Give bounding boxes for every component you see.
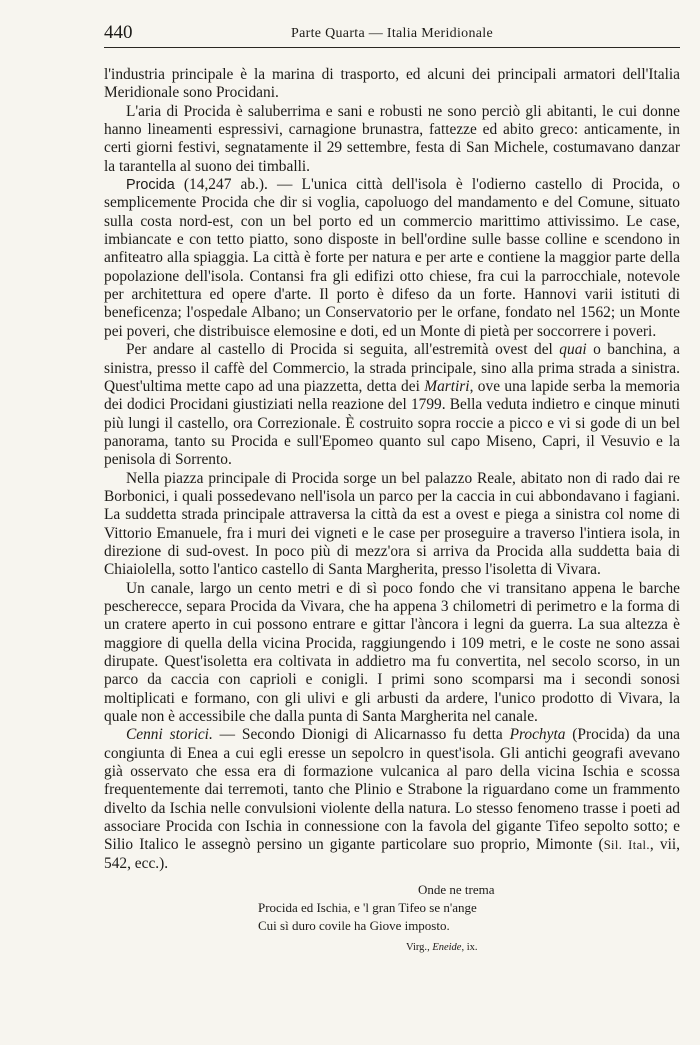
paragraph-palace <box>104 470 680 580</box>
italic-term-quai: quai <box>559 341 587 359</box>
page-header <box>104 20 680 46</box>
paragraph-text: L'aria di Procida è saluberrima e sani e robusti ne sono perciò gli abitanti, le cui donne hanno lineamenti espressivi, carnagione brunastra, fattezze ed abito greco: anticamente, in certi giorni festivi, segnatamente il 29 settembre, festa di San Michele, costumavano danzar la tarantella al suono dei timballi. <box>104 102 680 175</box>
verse-quotation <box>104 881 680 957</box>
section-label-history: Cenni storici. <box>126 726 213 744</box>
citation-work: Eneide <box>432 942 462 954</box>
italic-term-martiri: Martiri <box>424 377 470 395</box>
citation-book: ix. <box>466 942 478 954</box>
paragraph-text: Nella piazza principale di Procida sorge un bel palazzo Reale, abitato non di rado dai re Borbonici, i quali possedevano nell'isola un parco per la caccia in cui abbondavano i fagiani. La suddetta strada principale attraversa la città da est a ovest e piega a sinistra col nome di Vittorio Emanuele, fra i muri dei vigneti e le case per proseguire a traverso l'intiera isola, in direzione di sud-ovest. In poco più di mezz'ora si arriva da Procida alla suddetta baia di Chiaiolella, sotto l'antico castello di Santa Margherita, presso l'isoletta di Vivara. <box>104 469 680 579</box>
paragraph-text: (14,247 ab.). — L'unica città dell'isola è l'odierno castello di Procida, o semplicemente Procida che dir si voglia, capoluogo del mandamento e del Comune, situato sulla costa nord-est, con un bel porto ed un commercio marittimo attivissimo. Le case, imbiancate e con tetto piatto, sono disposte in bell'ordine sulle basse colline e scendono in anfiteatro alla spiaggia. La città è forte per natura e per arte e contiene la maggior parte della popolazione dell'isola. Contansi fra gli edifizi otto chiese, fra cui la parrocchiale, notevole per architettura ed opere d'arte. Il porto è difeso da un forte. Hannovi varii istituti di beneficenza; l'ospedale Albano; un Conservatorio per le orfane, fondato nel 1562; un Monte pei poveri, che distribuisce elemosine e doti, ed un Monte di pietà per soccorrere i poveri. <box>104 176 680 340</box>
paragraph-text: l'industria principale è la marina di trasporto, ed alcuni dei principali armatori dell'Italia Meridionale sono Procidani. <box>104 66 680 102</box>
header-rule <box>104 47 680 48</box>
paragraph-text: Un canale, largo un cento metri e di sì poco fondo che vi transitano appena le barche pescherecce, separa Procida da Vivara, che ha appena 3 chilometri di perimetro e la forma di un cratere aperto in cui possono entrare e gittar l'àncora i legni da guerra. La sua altezza è maggiore di quella della vicina Procida, raggiungendo i 109 metri, e le coste ne sono assai dirupate. Quest'isoletta era coltivata in addietro ma fu convertita, nel secolo scorso, in un parco da caccia con caprioli e conigli. I primi sono scomparsi ma i secondi sonosi moltiplicati e formano, con gli ulivi e gli arbusti da ardere, l'unico prodotto di Vivara, la quale non è accessibile che dalla punta di Santa Margherita nel canale. <box>104 579 680 726</box>
paragraph-text: o banchina, a sinistra, presso il caffè del Commercio, la strada principale, sino alla prima strada a sinistra. Quest'ultima mette capo ad una piazzetta, detta dei <box>104 341 680 395</box>
page-body <box>104 66 680 957</box>
verse-line: Procida ed Ischia, e 'l gran Tifeo se n'ange <box>258 900 477 916</box>
paragraph-text: , ove una lapide serba la memoria dei dodici Procidani giustiziati nella reazione del 1799. Bella veduta indietro e cinque minuti più lungi il castello, ora Correzionale. È costruito sopra roccie a picco e vi si gode di un bel panorama, tanto su Procida e sull'Epomeo quanto sul capo Miseno, Capri, il Vesuvio e la penisola di Sorrento. <box>104 377 681 469</box>
paragraph-castle <box>104 341 680 469</box>
reference-sil-ital: Sil. Ital. <box>603 838 650 853</box>
page-number: 440 <box>104 22 133 43</box>
citation-author: Virg. <box>406 942 428 954</box>
paragraph-history <box>104 726 680 873</box>
verse-line: Onde ne trema <box>418 882 495 898</box>
paragraph-text: (Procida) da una congiunta di Enea a cui egli eresse un sepolcro in quest'isola. Gli antichi geografi avevano già osservato che essa era di formazione vulcanica al paro della vicina Ischia e scossa frequentemente dai terremoti, tanto che Plinio e Strabone la riguardano come un frammento divelto da Ischia nelle convulsioni violente della natura. Lo stesso fenomeno trasse i poeti ad associare Procida con Ischia in connessione con la favola del gigante Tifeo sepolto sotto; e Silio Italico le assegnò persino un gigante particolare suo proprio, Mimonte ( <box>104 726 680 854</box>
running-title: Parte Quarta — Italia Meridionale <box>291 26 493 41</box>
paragraph-text: , vii, 542, ecc.). <box>104 836 681 872</box>
italic-term-prochyta: Prochyta <box>509 726 566 744</box>
paragraph-text: Per andare al castello di Procida si seguita, all'estremità ovest del <box>126 341 560 359</box>
paragraph-industry <box>104 66 680 103</box>
paragraph-vivara <box>104 580 680 727</box>
section-label-procida: Procida <box>126 177 175 194</box>
verse-citation: Virg., Eneide, ix. <box>406 942 478 954</box>
verse-line: Cui sì duro covile ha Giove imposto. <box>258 918 450 934</box>
paragraph-procida <box>104 176 680 341</box>
paragraph-climate <box>104 103 680 176</box>
paragraph-text: — Secondo Dionigi di Alicarnasso fu detta <box>212 726 510 744</box>
